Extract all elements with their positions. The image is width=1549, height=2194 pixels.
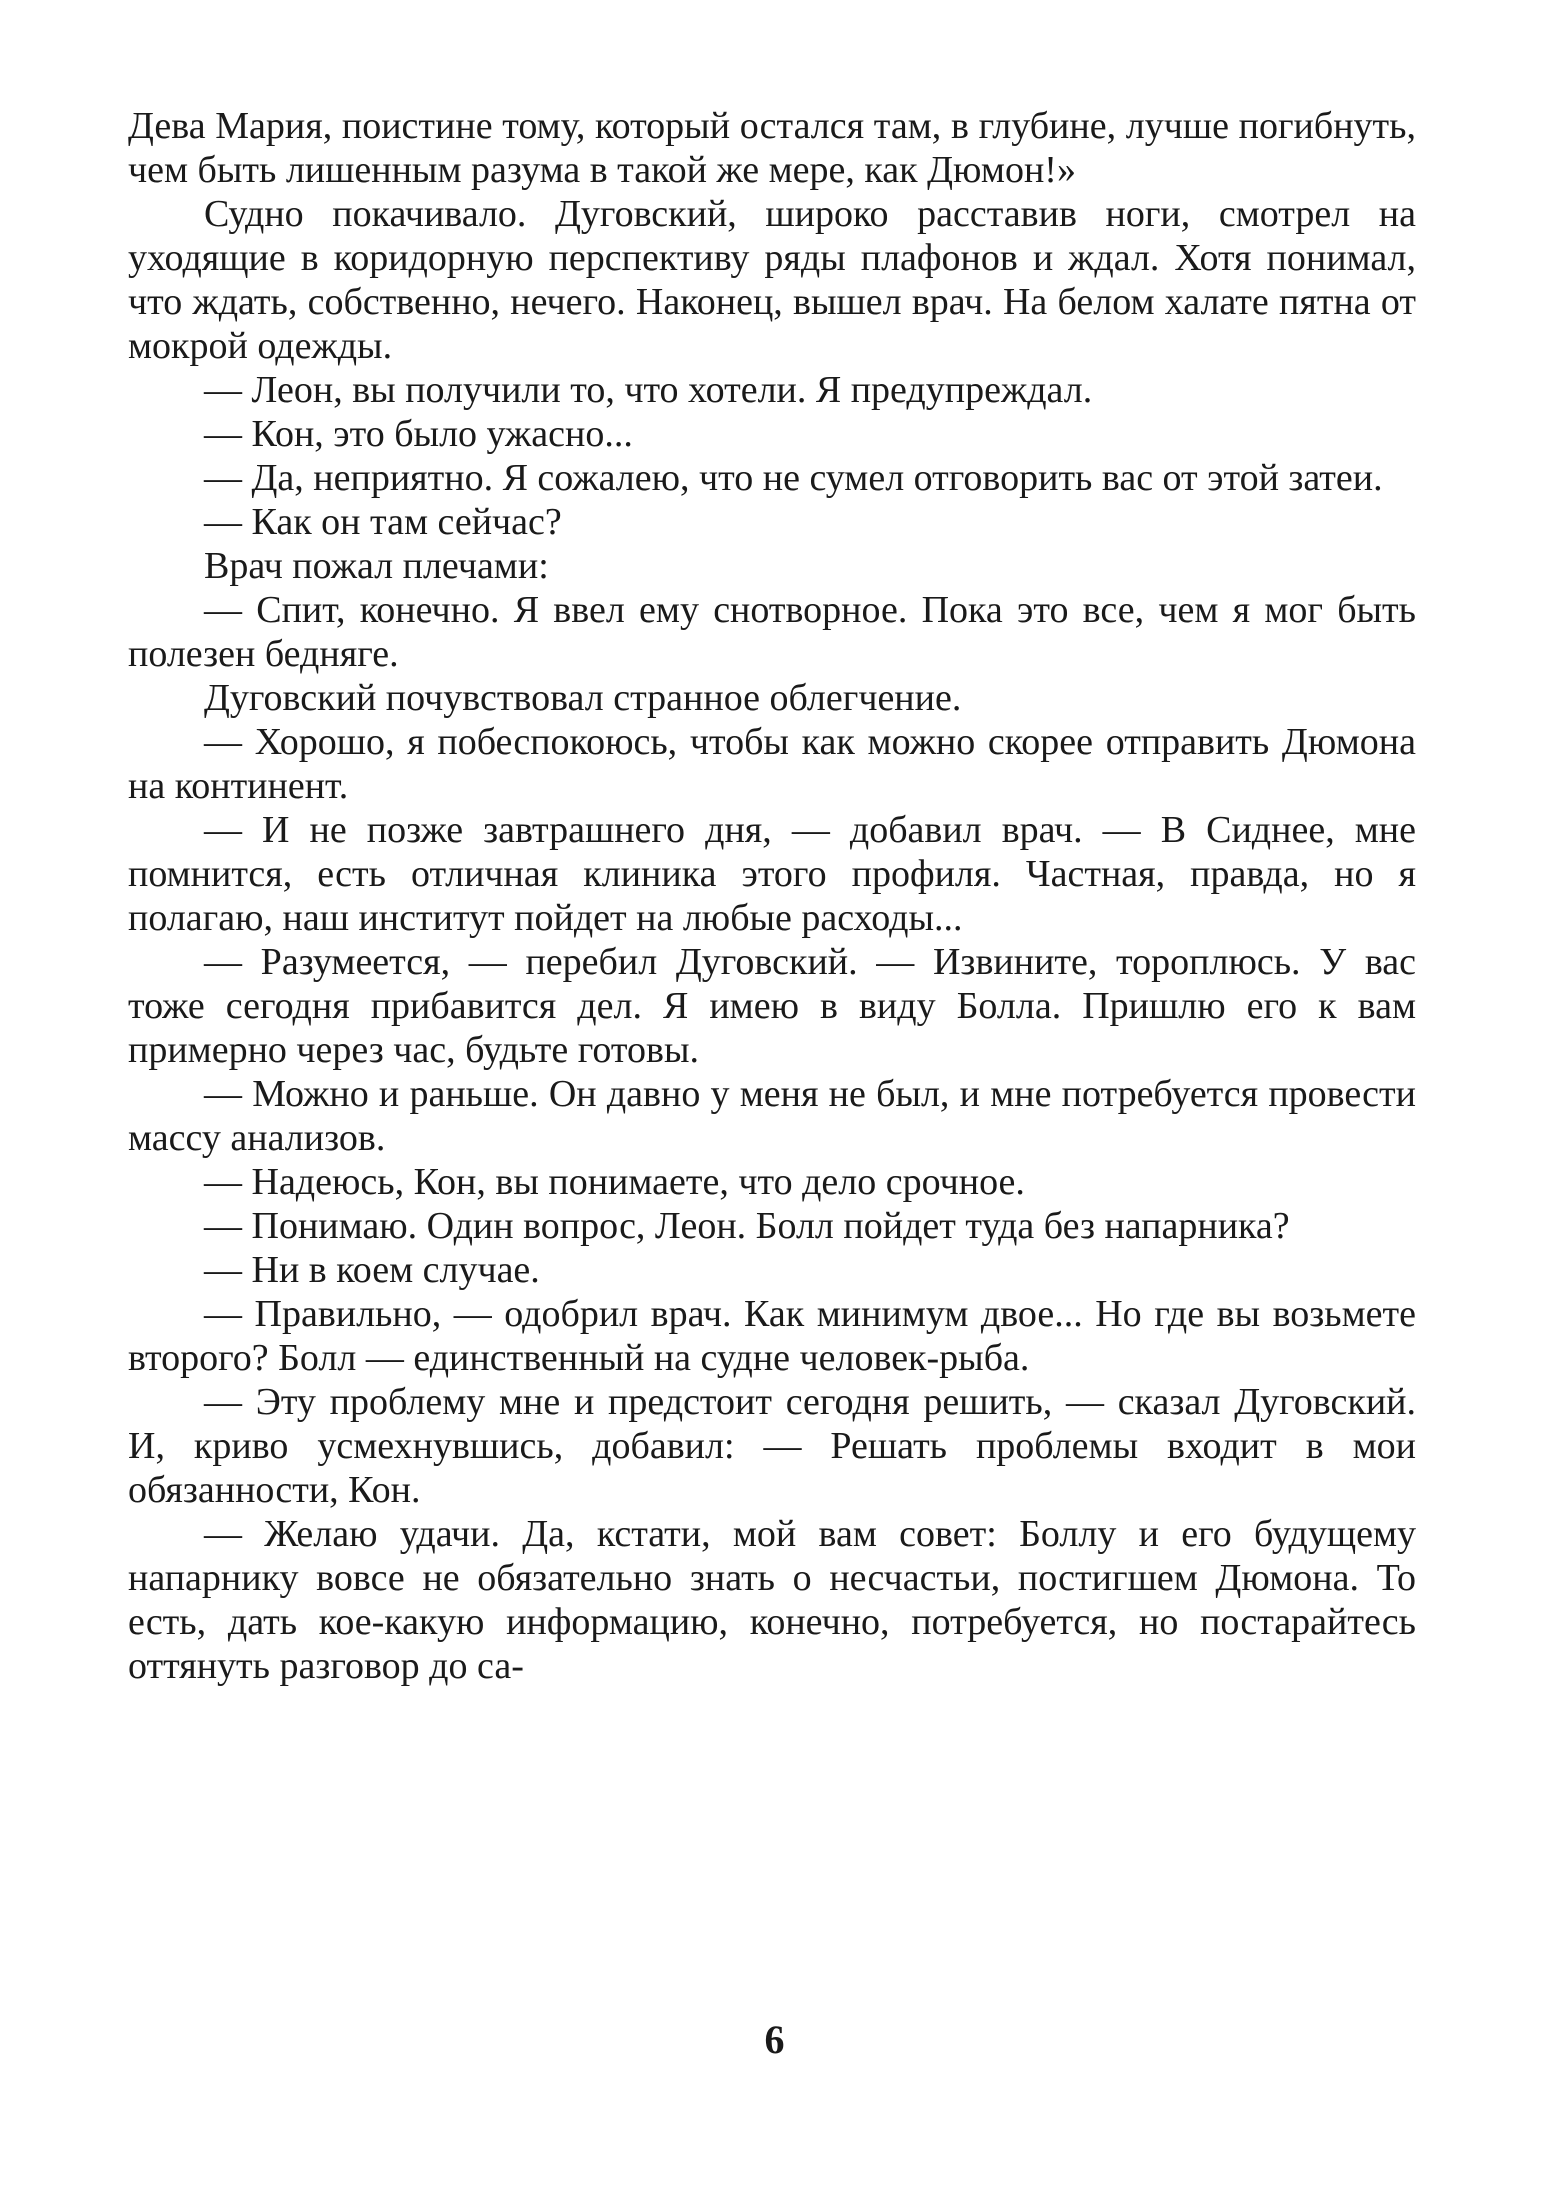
paragraph: — Правильно, — одобрил врач. Как минимум двое... Но где вы возьмете второго? Болл — единственный на судне человек-рыба. bbox=[128, 1293, 1416, 1379]
paragraph: — Спит, конечно. Я ввел ему снотворное. Пока это все, чем я мог быть полезен бедняге. bbox=[128, 589, 1416, 675]
paragraph: — Хорошо, я побеспокоюсь, чтобы как можно скорее отправить Дюмона на континент. bbox=[128, 721, 1416, 807]
paragraph: — Леон, вы получили то, что хотели. Я предупреждал. bbox=[204, 369, 1093, 411]
paragraph: — Понимаю. Один вопрос, Леон. Болл пойдет туда без напарника? bbox=[204, 1205, 1290, 1247]
paragraph: — Да, неприятно. Я сожалею, что не сумел отговорить вас от этой затеи. bbox=[204, 457, 1383, 499]
paragraph: — Как он там сейчас? bbox=[204, 501, 562, 543]
page-number: 6 bbox=[764, 2017, 785, 2062]
paragraph: Судно покачивало. Дуговский, широко расставив ноги, смотрел на уходящие в коридорную перспективу ряды плафонов и ждал. Хотя понимал, что ждать, собственно, нечего. Наконец, вышел врач. На белом халате пятна от мокрой одежды. bbox=[128, 193, 1416, 367]
paragraph: Дуговский почувствовал странное облегчение. bbox=[204, 677, 962, 719]
paragraph: — Надеюсь, Кон, вы понимаете, что дело срочное. bbox=[204, 1161, 1025, 1203]
paragraph: Дева Мария, поистине тому, который остался там, в глубине, лучше погибнуть, чем быть лишенным разума в такой же мере, как Дюмон!» bbox=[128, 105, 1416, 191]
page-text bbox=[128, 104, 1416, 1688]
paragraph: — Разумеется, — перебил Дуговский. — Извините, тороплюсь. У вас тоже сегодня прибавится дел. Я имею в виду Болла. Пришлю его к вам примерно через час, будьте готовы. bbox=[128, 941, 1416, 1071]
paragraph: — Ни в коем случае. bbox=[204, 1249, 540, 1291]
paragraph: Врач пожал плечами: bbox=[204, 545, 549, 587]
paragraph: — Эту проблему мне и предстоит сегодня решить, — сказал Дуговский. И, криво усмехнувшись, добавил: — Решать проблемы входит в мои обязанности, Кон. bbox=[128, 1381, 1416, 1511]
paragraph: — Кон, это было ужасно... bbox=[204, 413, 633, 455]
paragraph: — Можно и раньше. Он давно у меня не был, и мне потребуется провести массу анализов. bbox=[128, 1073, 1416, 1159]
paragraph: — И не позже завтрашнего дня, — добавил врач. — В Сиднее, мне помнится, есть отличная клиника этого профиля. Частная, правда, но я полагаю, наш институт пойдет на любые расходы... bbox=[128, 809, 1416, 939]
paragraph: — Желаю удачи. Да, кстати, мой вам совет: Боллу и его будущему напарнику вовсе не обязательно знать о несчастьи, постигшем Дюмона. То есть, дать кое-какую информацию, конечно, потребуется, но постарайтесь оттянуть разговор до са- bbox=[128, 1513, 1416, 1687]
